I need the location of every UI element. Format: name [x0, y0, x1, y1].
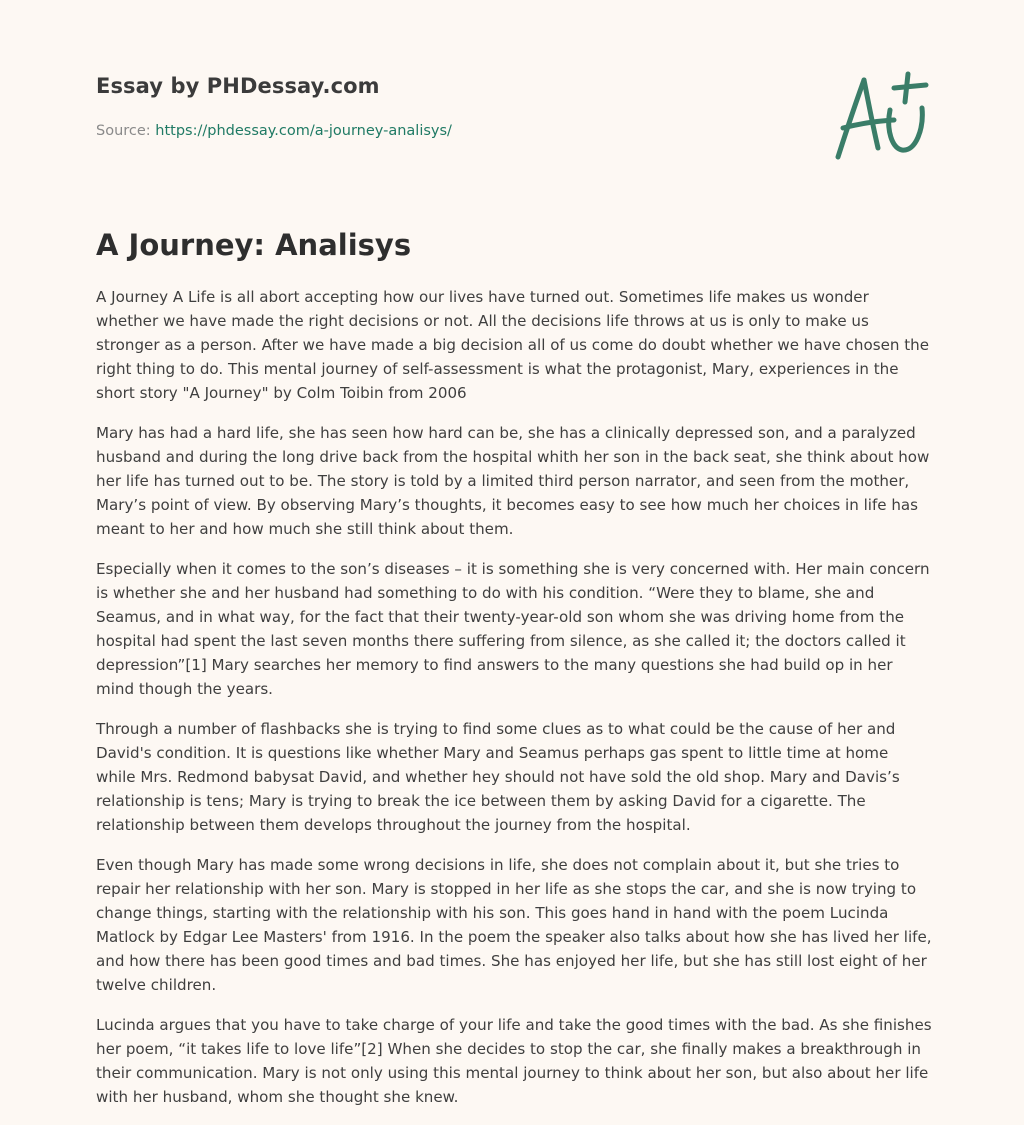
source-line: [96, 123, 452, 139]
header: [96, 0, 928, 220]
site-brand: Essay by PHDessay.com: [96, 74, 380, 98]
article-title: A Journey: Analisys: [96, 228, 412, 262]
paragraph: A Journey A Life is all abort accepting how our lives have turned out. Sometimes life makes us wonder whether we have made the right decisions or not. All the decisions life throws at us is only to make us stronger as a person. After we have made a big decision all of us come do doubt whether we have chosen the right thing to do. This mental journey of self-assessment is what the protagonist, Mary, experiences in the short story "A Journey" by Colm Toibin from 2006: [96, 288, 929, 402]
article-body: [96, 285, 932, 1125]
paragraph: Lucinda argues that you have to take charge of your life and take the good times with the bad. As she finishes her poem, “it takes life to love life”[2] When she decides to stop the car, she finally makes a breakthrough in their communication. Mary is not only using this mental journey to think about her son, but also about her life with her husband, whom she thought she knew.: [96, 1016, 932, 1106]
paragraph: Through a number of flashbacks she is trying to find some clues as to what could be the cause of her and David's condition. It is questions like whether Mary and Seamus perhaps gas spent to little time at home while Mrs. Redmond babysat David, and whether hey should not have sold the old shop. Mary and Davis’s relationship is tens; Mary is trying to break the ice between them by asking David for a cigarette. The relationship between them develops throughout the journey from the hospital.: [96, 720, 900, 834]
paragraph: Especially when it comes to the son’s diseases – it is something she is very concerned with. Her main concern is whether she and her husband had something to do with his condition. “Were they to blame, she and Seamus, and in what way, for the fact that their twenty-year-old son whom she was driving home from the hospital had spent the last seven months there suffering from silence, as she called it; the doctors called it depression”[1] Mary searches her memory to find answers to the many questions she had build op in her mind though the years.: [96, 560, 930, 698]
paragraph: Mary has had a hard life, she has seen how hard can be, she has a clinically depressed son, and a paralyzed husband and during the long drive back from the hospital whith her son in the back seat, she think about how her life has turned out to be. The story is told by a limited third person narrator, and seen from the mother, Mary’s point of view. By observing Mary’s thoughts, it becomes easy to see how much her choices in life has meant to her and how much she still think about them.: [96, 424, 930, 538]
a-plus-logo-icon: [828, 66, 932, 166]
source-label: Source:: [96, 123, 156, 139]
paragraph: Even though Mary has made some wrong decisions in life, she does not complain about it, but she tries to repair her relationship with her son. Mary is stopped in her life as she stops the car, and she is now trying to change things, starting with the relationship with his son. This goes hand in hand with the poem Lucinda Matlock by Edgar Lee Masters' from 1916. In the poem the speaker also talks about how she has lived her life, and how there has been good times and bad times. She has enjoyed her life, but she has still lost eight of her twelve children.: [96, 856, 932, 994]
source-link[interactable]: https://phdessay.com/a-journey-analisys/: [155, 123, 452, 139]
